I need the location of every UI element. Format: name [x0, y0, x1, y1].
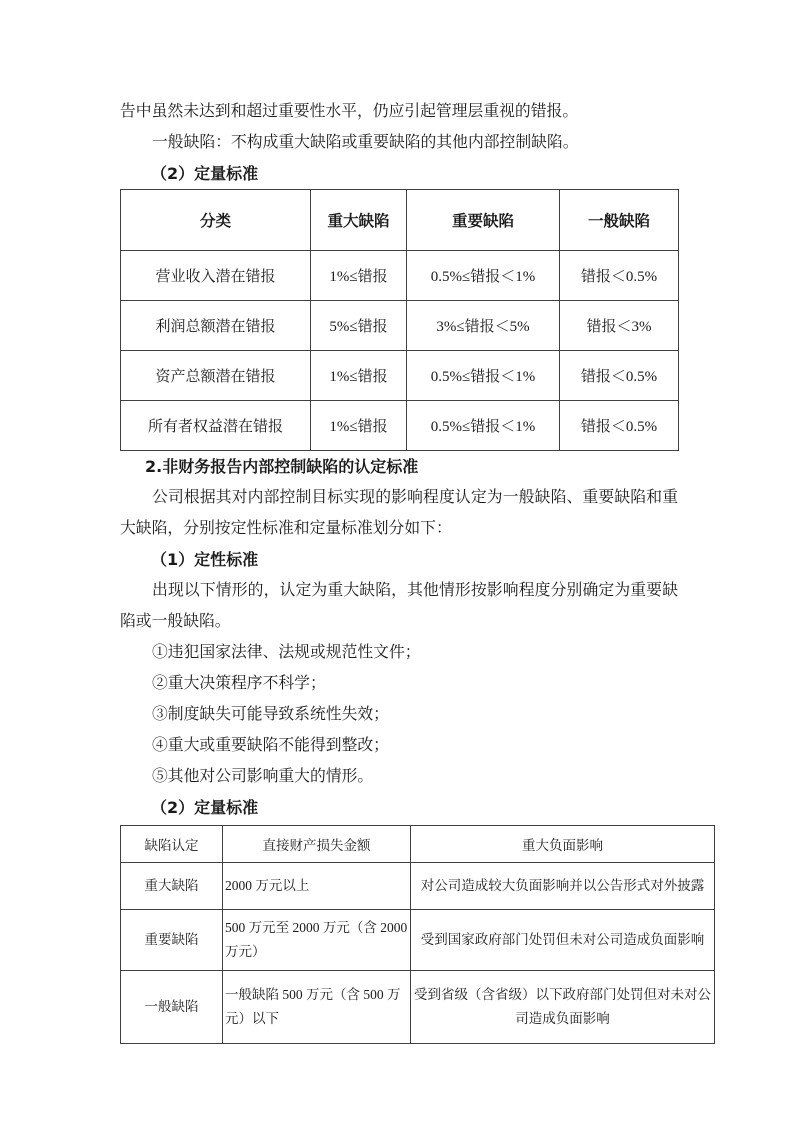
heading-quantitative-standard-2: （2）定量标准: [151, 798, 259, 817]
cell-loss-amount: 一般缺陷 500 万元（含 500 万元）以下: [223, 971, 411, 1044]
cell-loss-amount: 500 万元至 2000 万元（含 2000 万元）: [223, 910, 411, 971]
table-financial-misstatement: [120, 189, 679, 451]
table-row-revenue: [121, 251, 679, 301]
paragraph-situations-intro: 出现以下情形的，认定为重大缺陷，其他情形按影响程度分别确定为重要缺陷或一般缺陷。: [120, 582, 678, 630]
paragraph-general-defect: 一般缺陷：不构成重大缺陷或重要缺陷的其他内部控制缺陷。: [152, 134, 579, 151]
table-header-row: [121, 190, 679, 251]
cell-general-threshold: 错报＜0.5%: [560, 351, 679, 401]
cell-general-threshold: 错报＜0.5%: [560, 401, 679, 451]
table-row-profit: [121, 301, 679, 351]
list-item-3: ③制度缺失可能导致系统性失效；: [152, 706, 389, 723]
list-item-2: ②重大决策程序不科学；: [152, 675, 326, 692]
cell-important-threshold: 0.5%≤错报＜1%: [407, 351, 560, 401]
cell-important-threshold: 0.5%≤错报＜1%: [407, 401, 560, 451]
cell-major-threshold: 1%≤错报: [311, 401, 407, 451]
list-item-5: ⑤其他对公司影响重大的情形。: [152, 768, 374, 785]
table-row-major-defect: [121, 863, 715, 910]
cell-important-threshold: 0.5%≤错报＜1%: [407, 251, 560, 301]
cell-major-threshold: 1%≤错报: [311, 251, 407, 301]
cell-category: 资产总额潜在错报: [121, 351, 311, 401]
page-content: [120, 96, 711, 1044]
cell-negative-impact: 受到国家政府部门处罚但未对公司造成负面影响: [411, 910, 715, 971]
cell-negative-impact: 受到省级（含省级）以下政府部门处罚但对未对公司造成负面影响: [411, 971, 715, 1044]
column-header-direct-loss: 直接财产损失金额: [223, 826, 411, 863]
cell-major-threshold: 1%≤错报: [311, 351, 407, 401]
cell-category: 营业收入潜在错报: [121, 251, 311, 301]
column-header-general-defect: 一般缺陷: [560, 190, 679, 251]
cell-negative-impact: 对公司造成较大负面影响并以公告形式对外披露: [411, 863, 715, 910]
table-row-equity: [121, 401, 679, 451]
cell-general-threshold: 错报＜0.5%: [560, 251, 679, 301]
cell-general-threshold: 错报＜3%: [560, 301, 679, 351]
column-header-important-defect: 重要缺陷: [407, 190, 560, 251]
table-row-general-defect: [121, 971, 715, 1044]
cell-major-threshold: 5%≤错报: [311, 301, 407, 351]
cell-category: 所有者权益潜在错报: [121, 401, 311, 451]
column-header-defect-determination: 缺陷认定: [121, 826, 223, 863]
heading-section-2: 2.非财务报告内部控制缺陷的认定标准: [145, 457, 419, 476]
cell-defect-name: 重大缺陷: [121, 863, 223, 910]
list-item-4: ④重大或重要缺陷不能得到整改；: [152, 737, 389, 754]
heading-quantitative-standard-1: （2）定量标准: [151, 164, 259, 183]
cell-loss-amount: 2000 万元以上: [223, 863, 411, 910]
cell-defect-name: 一般缺陷: [121, 971, 223, 1044]
table-row-important-defect: [121, 910, 715, 971]
table-header-row: [121, 826, 715, 863]
column-header-major-negative-impact: 重大负面影响: [411, 826, 715, 863]
cell-defect-name: 重要缺陷: [121, 910, 223, 971]
heading-qualitative-standard: （1）定性标准: [151, 550, 259, 569]
column-header-major-defect: 重大缺陷: [311, 190, 407, 251]
cell-category: 利润总额潜在错报: [121, 301, 311, 351]
paragraph-continuation: 告中虽然未达到和超过重要性水平，仍应引起管理层重视的错报。: [120, 103, 579, 120]
table-row-assets: [121, 351, 679, 401]
table-nonfinancial-standards: [120, 825, 715, 1044]
paragraph-company-basis: 公司根据其对内部控制目标实现的影响程度认定为一般缺陷、重要缺陷和重大缺陷，分别按定性标准和定量标准划分如下：: [120, 489, 678, 537]
cell-important-threshold: 3%≤错报＜5%: [407, 301, 560, 351]
column-header-category: 分类: [121, 190, 311, 251]
list-item-1: ①违犯国家法律、法规或规范性文件；: [152, 644, 421, 661]
